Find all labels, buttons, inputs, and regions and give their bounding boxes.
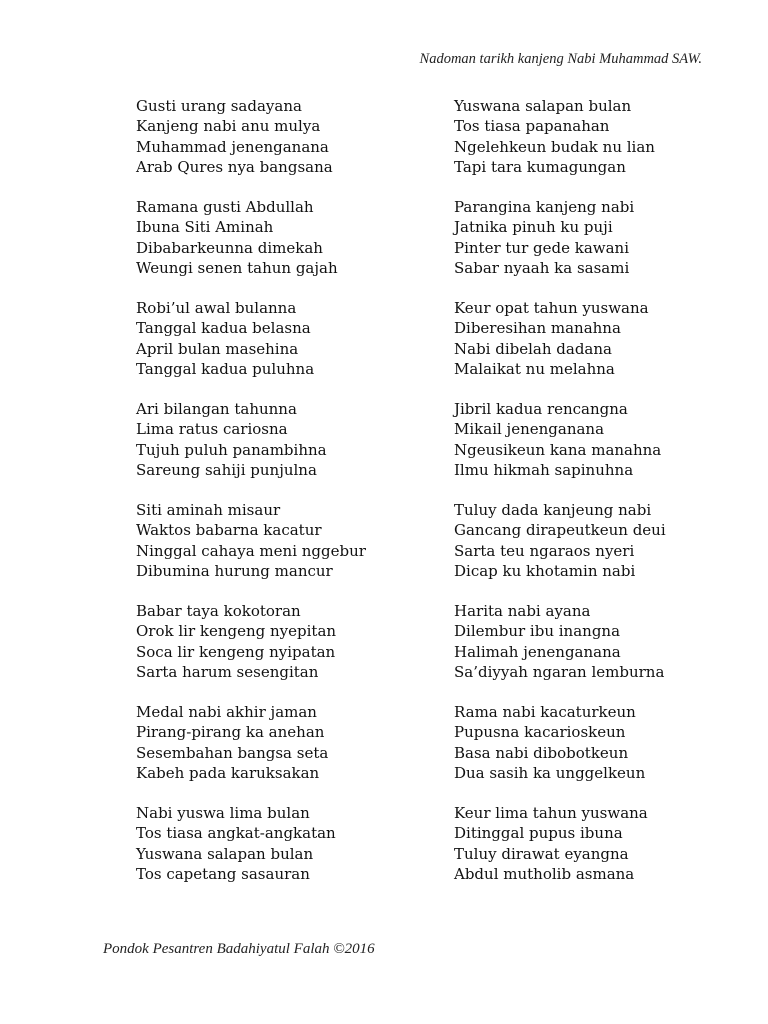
poem-line: Siti aminah misaur: [136, 501, 281, 519]
poem-line: Rama nabi kacaturkeun: [454, 703, 636, 721]
poem-line: Harita nabi ayana: [454, 602, 591, 620]
poem-stanza: [454, 96, 666, 197]
poem-line: Tuluy dada kanjeung nabi: [454, 501, 652, 519]
poem-line: Ditinggal pupus ibuna: [454, 824, 623, 843]
poem-line: Ninggal cahaya meni nggebur: [136, 541, 366, 560]
poem-column-left: [136, 96, 366, 904]
poem-line: Kabeh pada karuksakan: [136, 763, 320, 782]
poem-line: Sesembahan bangsa seta: [136, 743, 329, 762]
poem-line: Dibabarkeunna dimekah: [136, 238, 323, 257]
poem-stanza: [136, 702, 366, 803]
poem-line: Weungi senen tahun gajah: [136, 258, 338, 277]
poem-line: Jibril kadua rencangna: [454, 400, 628, 418]
poem-line: Soca lir kengeng nyipatan: [136, 642, 336, 661]
poem-line: Malaikat nu melahna: [454, 359, 615, 378]
poem-line: Ngeusikeun kana manahna: [454, 440, 662, 459]
poem-line: Medal nabi akhir jaman: [136, 703, 317, 721]
poem-stanza: [136, 803, 366, 904]
poem-stanza: [454, 601, 666, 702]
poem-line: Tos tiasa angkat-angkatan: [136, 824, 336, 843]
poem-stanza: [454, 702, 666, 803]
poem-line: Tujuh puluh panambihna: [136, 440, 327, 459]
poem-line: Keur opat tahun yuswana: [454, 299, 649, 317]
poem-line: Sarta teu ngaraos nyeri: [454, 541, 635, 560]
poem-line: Tapi tara kumagungan: [454, 157, 626, 176]
poem-line: Diberesihan manahna: [454, 319, 621, 338]
page-header: Nadoman tarikh kanjeng Nabi Muhammad SAW.: [419, 51, 702, 67]
poem-line: Waktos babarna kacatur: [136, 521, 322, 540]
poem-line: Tanggal kadua belasna: [136, 319, 311, 338]
poem-stanza: [454, 197, 666, 298]
poem-line: Tos capetang sasauran: [136, 864, 310, 883]
poem-stanza: [136, 197, 366, 298]
poem-line: Arab Qures nya bangsana: [136, 157, 333, 176]
poem-line: Ramana gusti Abdullah: [136, 198, 314, 216]
poem-line: Orok lir kengeng nyepitan: [136, 622, 337, 641]
poem-line: Yuswana salapan bulan: [136, 844, 314, 863]
poem-line: Nabi yuswa lima bulan: [136, 804, 310, 822]
poem-line: Nabi dibelah dadana: [454, 339, 612, 358]
poem-line: Ilmu hikmah sapinuhna: [454, 460, 634, 479]
poem-line: Sareung sahiji punjulna: [136, 460, 317, 479]
poem-line: Sabar nyaah ka sasami: [454, 258, 630, 277]
poem-line: Muhammad jenenganana: [136, 137, 329, 156]
poem-line: Ibuna Siti Aminah: [136, 218, 274, 237]
poem-stanza: [454, 803, 666, 904]
poem-line: April bulan masehina: [136, 339, 299, 358]
poem-column-right: [454, 96, 666, 904]
poem-line: Pupusna kacarioskeun: [454, 723, 626, 742]
poem-line: Pinter tur gede kawani: [454, 238, 630, 257]
poem-line: Sa’diyyah ngaran lemburna: [454, 662, 665, 681]
poem-line: Lima ratus cariosna: [136, 420, 288, 439]
poem-stanza: [454, 298, 666, 399]
poem-stanza: [136, 96, 366, 197]
poem-line: Pirang-pirang ka anehan: [136, 723, 325, 742]
poem-line: Ari bilangan tahunna: [136, 400, 297, 418]
poem-line: Halimah jenenganana: [454, 642, 621, 661]
poem-line: Tanggal kadua puluhna: [136, 359, 315, 378]
poem-line: Gancang dirapeutkeun deui: [454, 521, 666, 540]
poem-stanza: [454, 500, 666, 601]
poem-line: Mikail jenenganana: [454, 420, 605, 439]
poem-line: Dilembur ibu inangna: [454, 622, 621, 641]
poem-line: Ngelehkeun budak nu lian: [454, 137, 655, 156]
poem-stanza: [136, 399, 366, 500]
poem-line: Keur lima tahun yuswana: [454, 804, 648, 822]
poem-line: Dua sasih ka unggelkeun: [454, 763, 646, 782]
poem-stanza: [136, 298, 366, 399]
poem-line: Tuluy dirawat eyangna: [454, 844, 629, 863]
poem-line: Tos tiasa papanahan: [454, 117, 610, 136]
poem-line: Parangina kanjeng nabi: [454, 198, 635, 216]
poem-line: Gusti urang sadayana: [136, 97, 302, 115]
poem-line: Jatnika pinuh ku puji: [454, 218, 613, 237]
poem-line: Basa nabi dibobotkeun: [454, 743, 629, 762]
poem-stanza: [136, 500, 366, 601]
poem-line: Yuswana salapan bulan: [454, 97, 632, 115]
poem-line: Dicap ku khotamin nabi: [454, 561, 636, 580]
poem-line: Robi’ul awal bulanna: [136, 299, 297, 317]
poem-line: Kanjeng nabi anu mulya: [136, 117, 321, 136]
poem-line: Sarta harum sesengitan: [136, 662, 319, 681]
poem-line: Babar taya kokotoran: [136, 602, 301, 620]
poem-stanza: [454, 399, 666, 500]
poem-line: Dibumina hurung mancur: [136, 561, 333, 580]
poem-stanza: [136, 601, 366, 702]
poem-line: Abdul mutholib asmana: [454, 864, 635, 883]
page-footer: Pondok Pesantren Badahiyatul Falah ©2016: [103, 941, 375, 957]
